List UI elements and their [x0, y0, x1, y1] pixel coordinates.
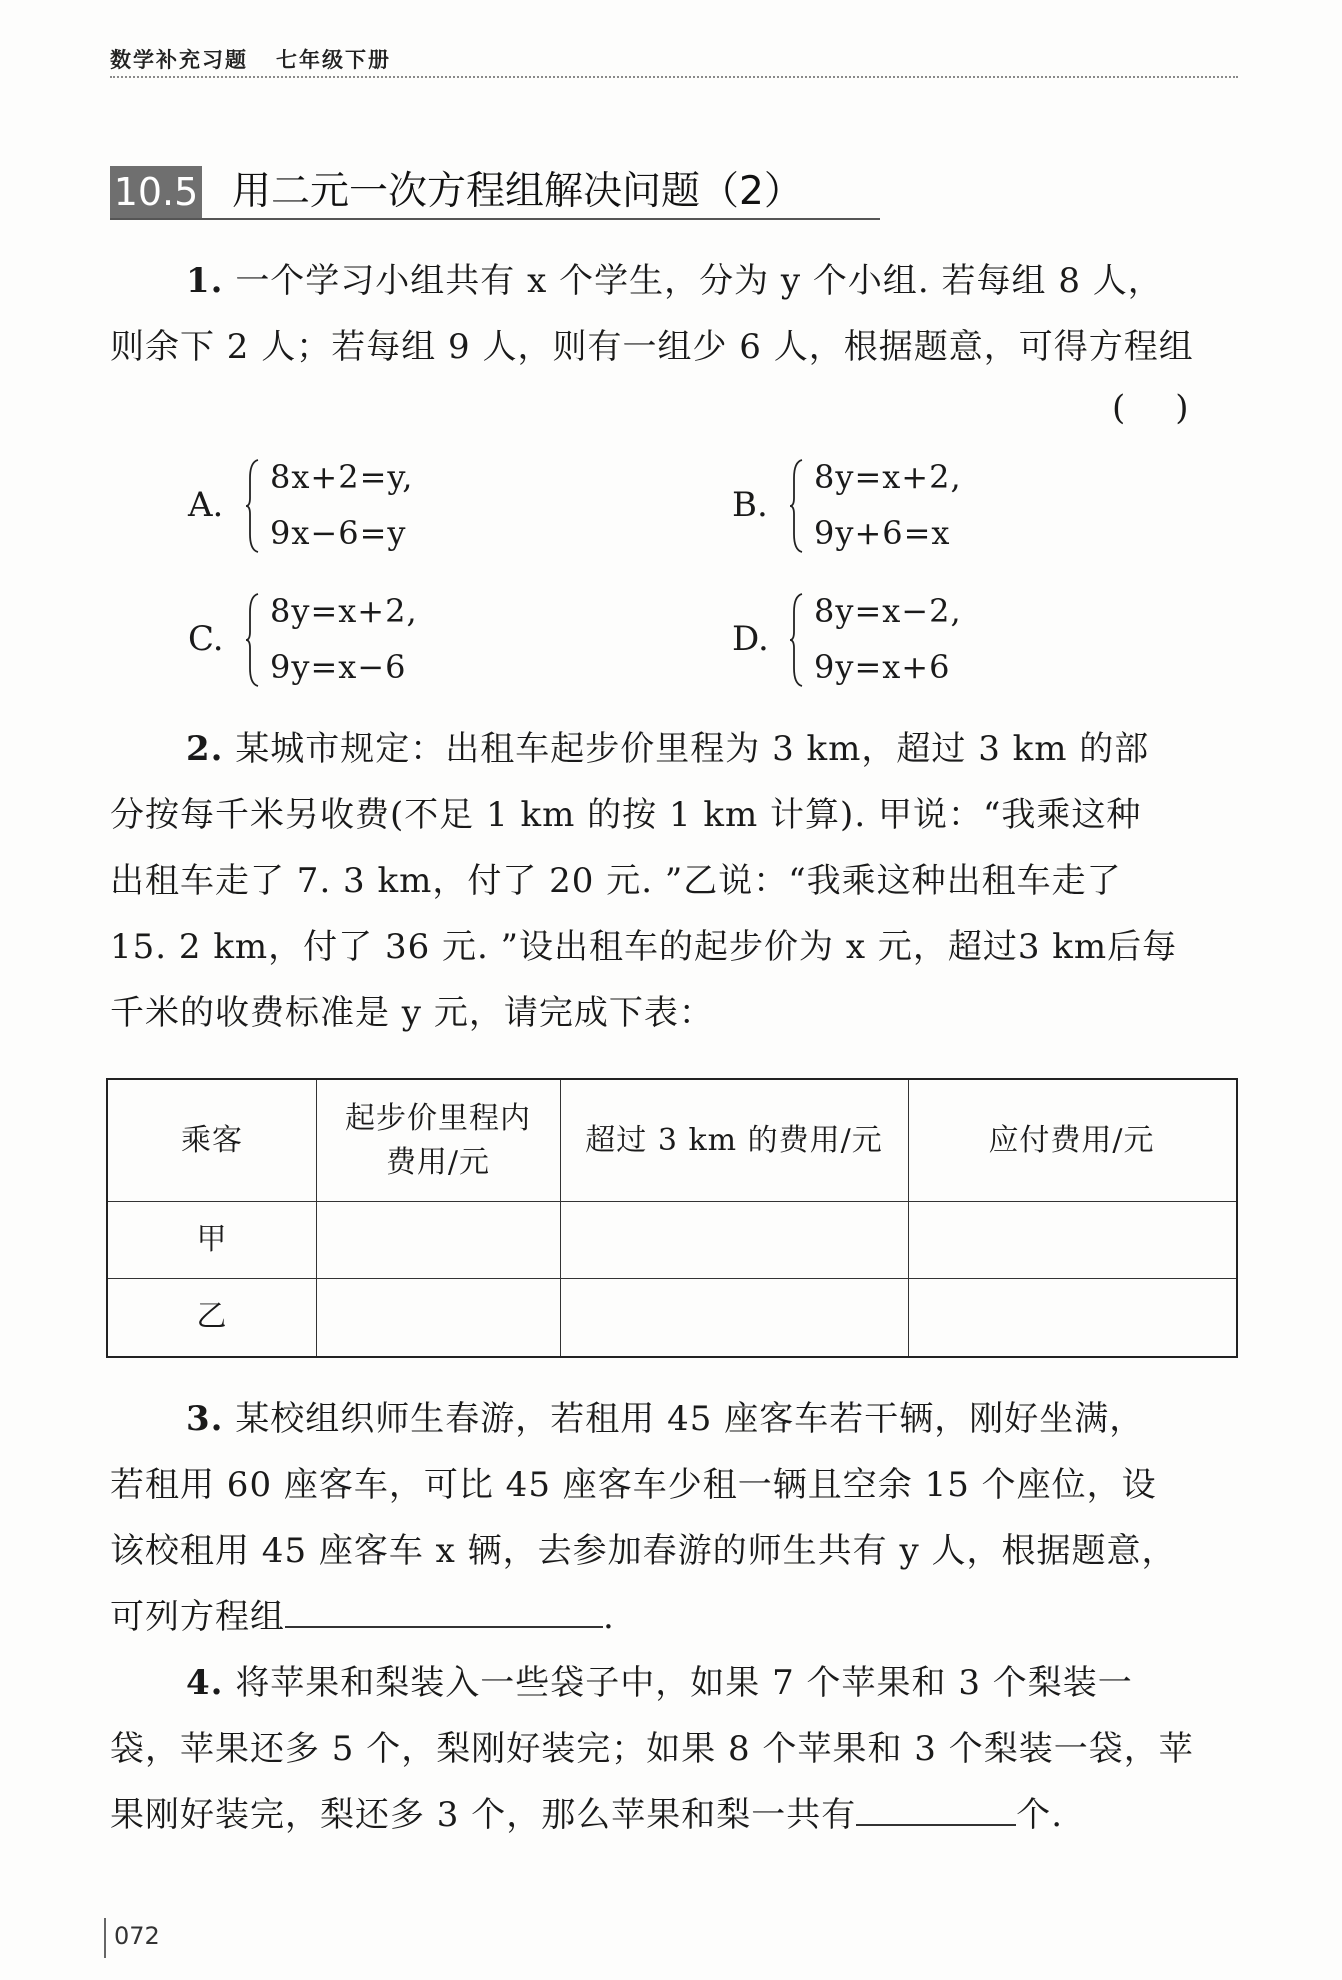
left-brace-icon [790, 592, 804, 688]
grade-label: 七年级下册 [276, 48, 391, 72]
question-3-line-4: 可列方程组 [110, 1597, 285, 1637]
left-brace-icon [246, 592, 260, 688]
table-row-yi-label: 乙 [196, 1298, 228, 1334]
question-3-line-2: 若租用 60 座客车，可比 45 座客车少租一辆且空余 15 个座位，设 [110, 1465, 1157, 1505]
option-b-label: B. [732, 485, 768, 525]
question-4-line-1: 将苹果和梨装入一些袋子中，如果 7 个苹果和 3 个梨装一 [235, 1663, 1133, 1703]
question-2-line-1: 某城市规定：出租车起步价里程为 3 km，超过 3 km 的部 [235, 729, 1150, 769]
question-3-number: 3. [186, 1399, 224, 1439]
question-4-end: 个. [1016, 1795, 1064, 1835]
section-number: 10.5 [110, 166, 202, 218]
question-3-line-1: 某校组织师生春游，若租用 45 座客车若干辆，刚好坐满， [235, 1399, 1145, 1439]
option-c-equation-1: 8y=x+2, [270, 592, 418, 630]
question-1-text [110, 248, 1238, 380]
answer-blank[interactable] [285, 1586, 603, 1628]
question-3-text [110, 1386, 1238, 1650]
answer-blank[interactable] [856, 1784, 1016, 1826]
question-1-line-1: 一个学习小组共有 x 个学生，分为 y 个小组. 若每组 8 人， [235, 261, 1163, 301]
table-cell-blank[interactable] [560, 1201, 908, 1278]
table-cell-blank[interactable] [908, 1278, 1235, 1355]
left-brace-icon [790, 458, 804, 554]
question-3-end: . [603, 1597, 615, 1637]
question-1-number: 1. [186, 261, 224, 301]
question-1-line-2: 则余下 2 人；若每组 9 人，则有一组少 6 人，根据题意，可得方程组 [110, 327, 1194, 367]
table-cell-blank[interactable] [560, 1278, 908, 1355]
table-cell-blank[interactable] [316, 1278, 560, 1355]
question-4-line-3: 果刚好装完，梨还多 3 个，那么苹果和梨一共有 [110, 1795, 857, 1835]
table-header-total-fare: 应付费用/元 [988, 1122, 1155, 1158]
option-c-equation-2: 9y=x−6 [270, 648, 407, 686]
option-b-equation-1: 8y=x+2, [814, 458, 962, 496]
table-header-base-fare: 起步价里程内 费用/元 [345, 1100, 531, 1180]
book-title: 数学补充习题 [110, 48, 248, 72]
left-brace-icon [246, 458, 260, 554]
section-heading [110, 166, 880, 220]
option-a-equation-1: 8x+2=y, [270, 458, 414, 496]
option-a-equation-2: 9x−6=y [270, 514, 407, 552]
page-number: 072 [114, 1922, 160, 1950]
page-number-bar [104, 1918, 106, 1958]
header-dotted-rule [110, 76, 1238, 78]
option-d-label: D. [732, 619, 769, 659]
question-3-line-3: 该校租用 45 座客车 x 辆，去参加春游的师生共有 y 人，根据题意， [110, 1531, 1177, 1571]
question-2-number: 2. [186, 729, 224, 769]
table-header-passenger: 乘客 [181, 1122, 243, 1158]
option-a-label: A. [188, 485, 224, 525]
table-cell-blank[interactable] [908, 1201, 1235, 1278]
question-2-line-4: 15. 2 km，付了 36 元. ”设出租车的起步价为 x 元，超过3 km后每 [110, 927, 1178, 967]
fare-table [106, 1078, 1238, 1358]
table-header-extra-fare: 超过 3 km 的费用/元 [585, 1122, 883, 1158]
option-c-label: C. [188, 619, 224, 659]
table-row-jia-label: 甲 [196, 1221, 228, 1257]
option-d-equation-1: 8y=x−2, [814, 592, 962, 630]
question-4-text [110, 1650, 1238, 1848]
running-header [110, 44, 391, 74]
question-4-line-2: 袋，苹果还多 5 个，梨刚好装完；如果 8 个苹果和 3 个梨装一袋，苹 [110, 1729, 1194, 1769]
option-b-equation-2: 9y+6=x [814, 514, 951, 552]
question-2-text [110, 716, 1238, 1046]
question-2-line-2: 分按每千米另收费(不足 1 km 的按 1 km 计算). 甲说：“我乘这种 [110, 795, 1142, 835]
question-2-line-3: 出租车走了 7. 3 km，付了 20 元. ”乙说：“我乘这种出租车走了 [110, 861, 1122, 901]
question-4-number: 4. [186, 1663, 224, 1703]
answer-parentheses: () [1112, 388, 1239, 428]
table-cell-blank[interactable] [316, 1201, 560, 1278]
section-title: 用二元一次方程组解决问题（2） [232, 169, 803, 214]
question-2-line-5: 千米的收费标准是 y 元，请完成下表： [110, 993, 714, 1033]
option-d-equation-2: 9y=x+6 [814, 648, 951, 686]
